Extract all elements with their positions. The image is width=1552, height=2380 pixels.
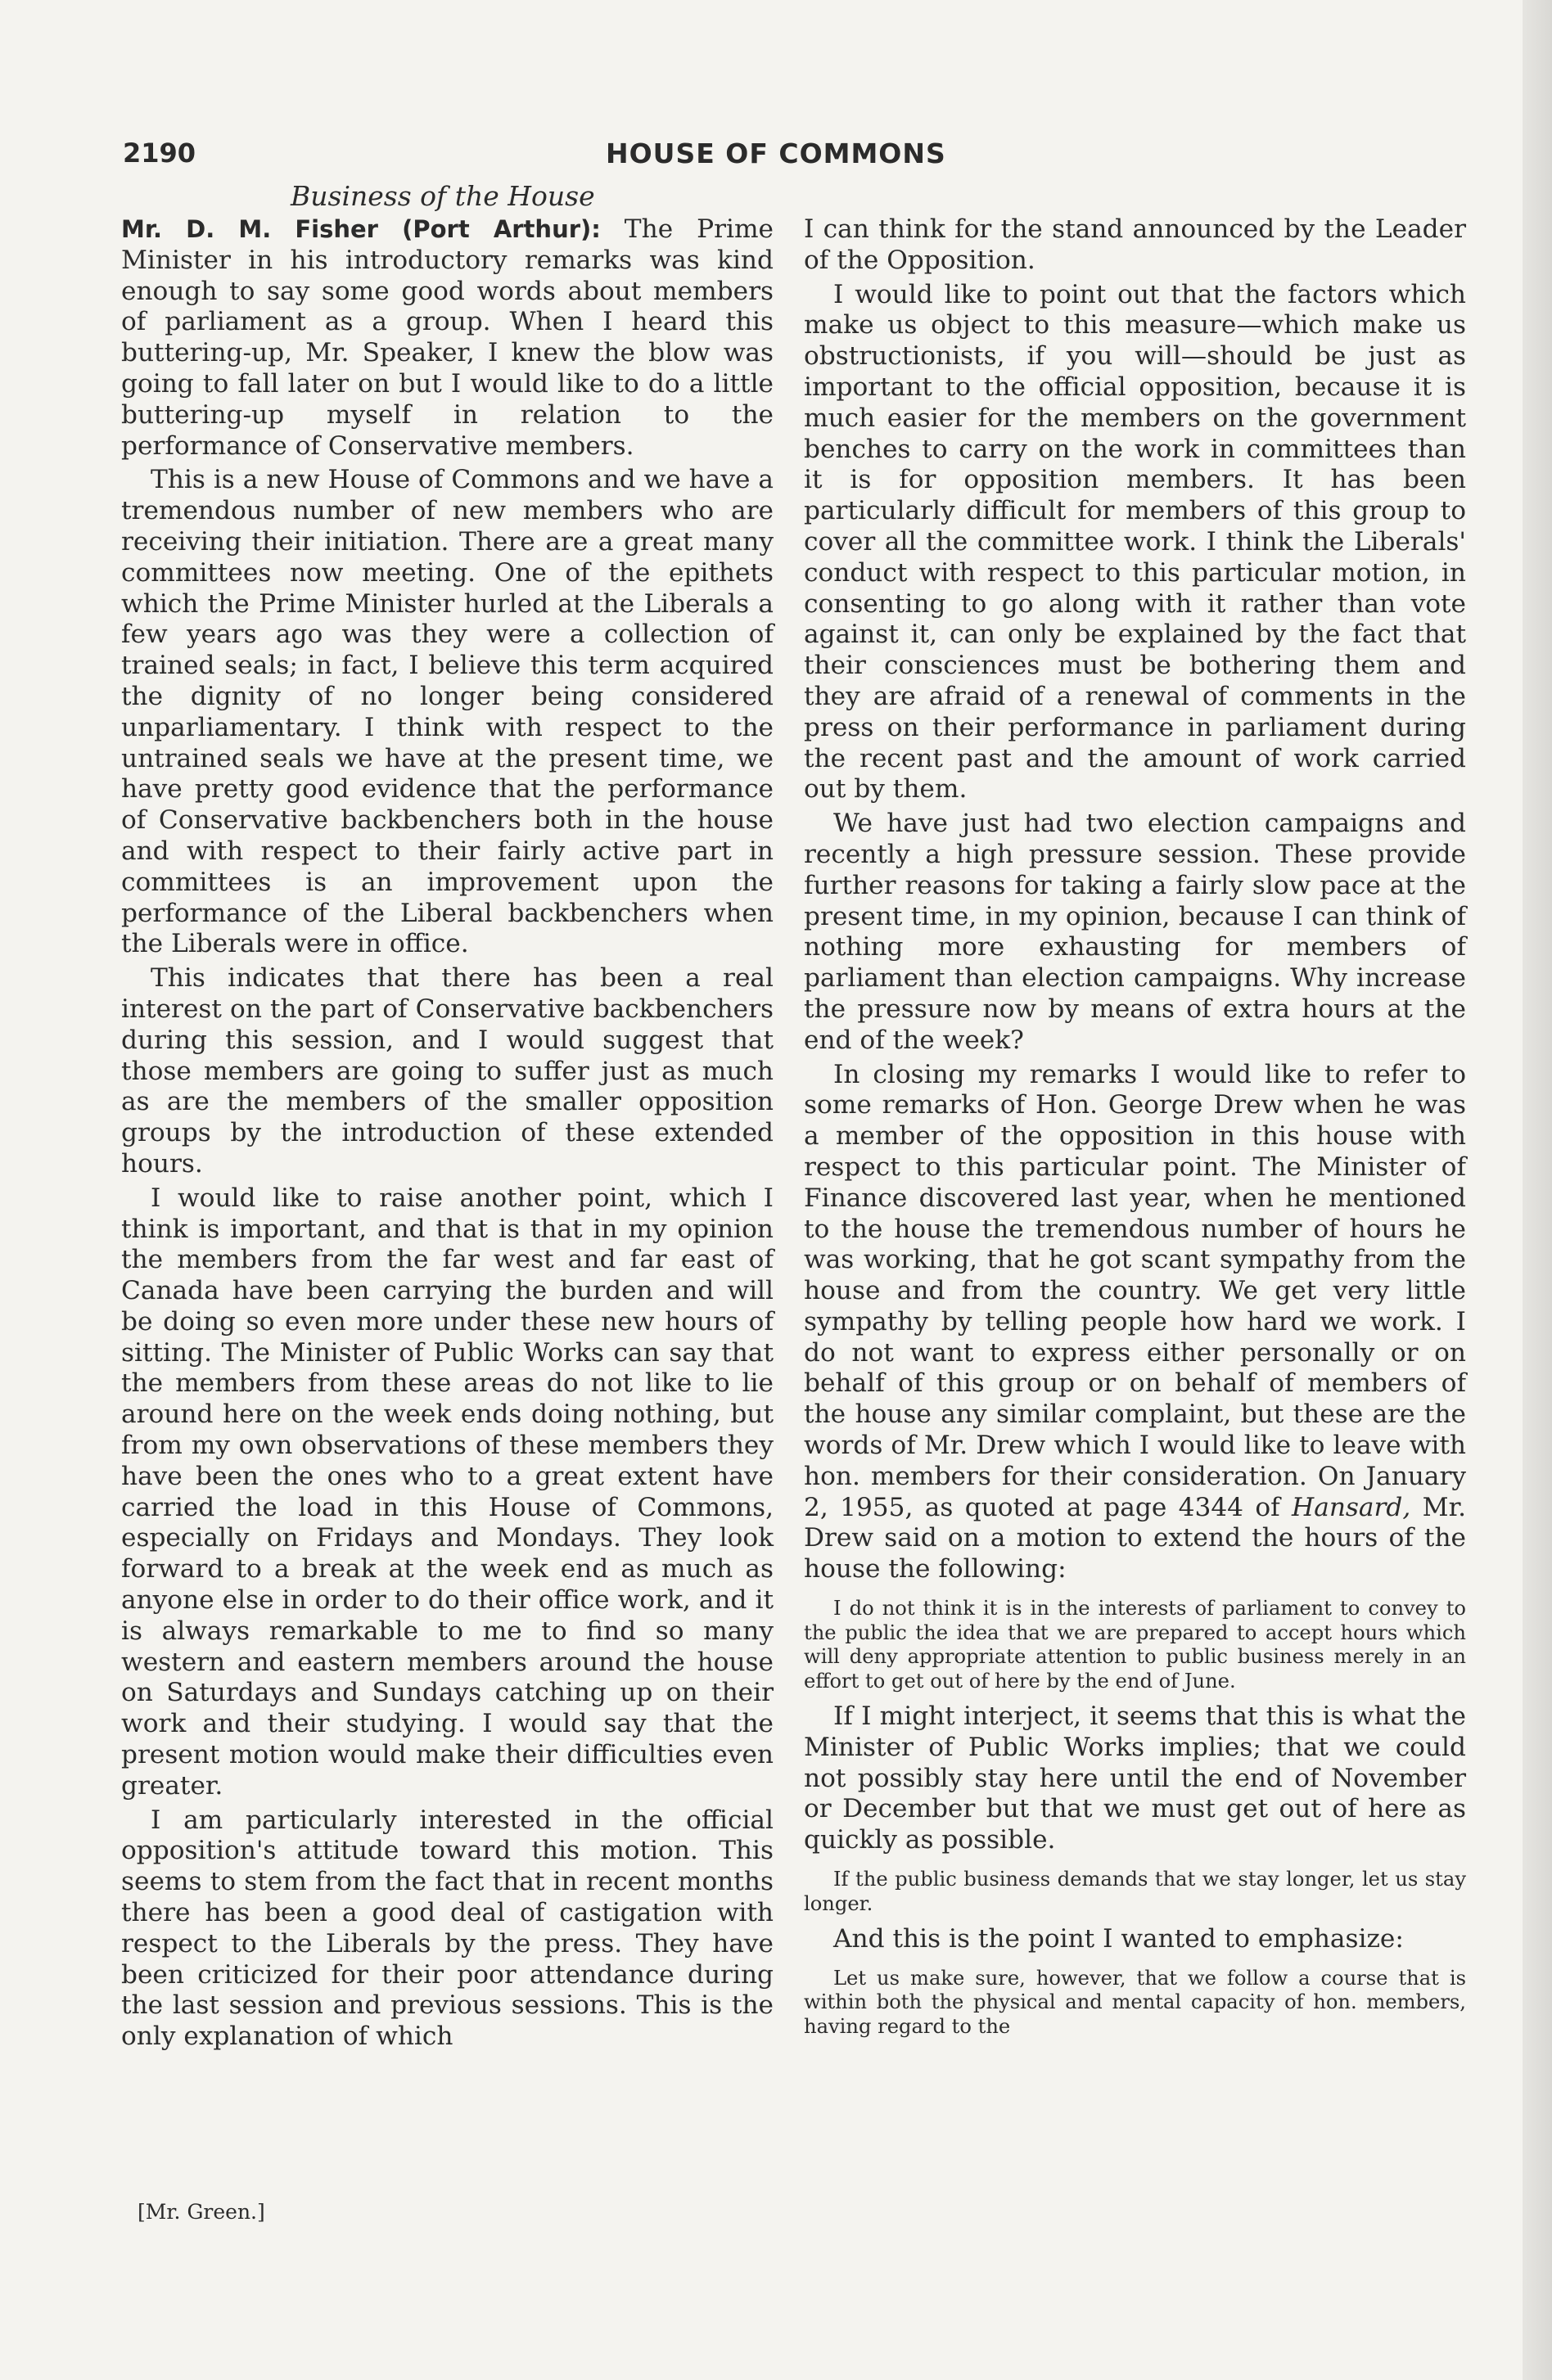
right-paragraph-1: I can think for the stand announced by the Leader of the Opposition. [804, 214, 1466, 275]
section-title: Business of the House [291, 180, 595, 212]
right-paragraph-4-text-b: Mr. Drew said on a motion to extend the hours of the house the following: [804, 1492, 1466, 1584]
right-paragraph-4-text-a: In closing my remarks I would like to refer to some remarks of Hon. George Drew when he was a member of the opposition in this house with respect to this particular point. The Minister of Finance discovered last year, when he mentioned to the house the tremendous number of hours he was working, that he got scant sympathy from the house and from the country. We get very little sympathy by telling people how hard we work. I do not want to express either personally or on behalf of this group or on behalf of members of the house any similar complaint, but these are the words of Mr. Drew which I would like to leave with hon. members for their consideration. On January 2, 1955, as quoted at page 4344 of [804, 1059, 1466, 1522]
footer-speaker-note: [Mr. Green.] [138, 2200, 265, 2224]
page-edge [1523, 0, 1552, 2380]
speaker-name: Mr. D. M. Fisher (Port Arthur): [121, 215, 601, 243]
right-paragraph-2: I would like to point out that the factors which make us object to this measure—which make us obstructionists, if you will—should be just as important to the official opposition, because it is much easier for the members on the government benches to carry on the work in committees than it is for opposition members. It has been particularly difficult for members of this group to cover all the committee work. I think the Liberals' conduct with respect to this particular motion, in consenting to go along with it rather than vote against it, can only be explained by the fact that their consciences must be bothering them and they are afraid of a renewal of comments in the press on their performance in parliament during the recent past and the amount of work carried out by them. [804, 279, 1466, 805]
block-quote-1: I do not think it is in the interests of parliament to convey to the public the idea that we are prepared to accept hours which will deny appropriate attention to public business merely in an effort to get out of here by the end of June. [804, 1597, 1466, 1693]
right-column [804, 214, 1466, 2047]
hansard-citation: Hansard, [1292, 1492, 1411, 1522]
right-paragraph-4 [804, 1060, 1466, 1586]
left-paragraph-1-text: The Prime Minister in his introductory remarks was kind enough to say some good words about members of parliament as a group. When I heard this buttering-up, Mr. Speaker, I knew the blow was going to fall later on but I would like to do a little buttering-up myself in relation to the performance of Conservative members. [121, 214, 774, 461]
block-quote-2: If the public business demands that we stay longer, let us stay longer. [804, 1868, 1466, 1915]
left-paragraph-5: I am particularly interested in the official opposition's attitude toward this motion. This seems to stem from the fact that in recent months there has been a good deal of castigation with respect to the Liberals by the press. They have been criticized for their poor attendance during the last session and previous sessions. This is the only explanation of which [121, 1805, 774, 2052]
left-column [121, 214, 774, 2053]
block-quote-3: Let us make sure, however, that we follow a course that is within both the physical and mental capacity of hon. members, having regard to the [804, 1966, 1466, 2038]
left-paragraph-4: I would like to raise another point, which I think is important, and that is that in my opinion the members from the far west and far east of Canada have been carrying the burden and will be doing so even more under these new hours of sitting. The Minister of Public Works can say that the members from these areas do not like to lie around here on the week ends doing nothing, but from my own observations of these members they have been the ones who to a great extent have carried the load in this House of Commons, especially on Fridays and Mondays. They look forward to a break at the week end as much as anyone else in order to do their office work, and it is always remarkable to me to find so many western and eastern members around the house on Saturdays and Sundays catching up on their work and their studying. I would say that the present motion would make their difficulties even greater. [121, 1183, 774, 1801]
right-paragraph-5: If I might interject, it seems that this is what the Minister of Public Works implies; that we could not possibly stay here until the end of November or December but that we must get out of here as quickly as possible. [804, 1702, 1466, 1855]
page-number: 2190 [123, 137, 196, 169]
right-paragraph-6: And this is the point I wanted to emphasize: [833, 1924, 1404, 1954]
right-paragraph-3: We have just had two election campaigns and recently a high pressure session. These provide further reasons for taking a fairly slow pace at the present time, in my opinion, because I can think of nothing more exhausting for members of parliament than election campaigns. Why increase the pressure now by means of extra hours at the end of the week? [804, 809, 1466, 1055]
left-paragraph-3: This indicates that there has been a real interest on the part of Conservative backbenchers during this session, and I would suggest that those members are going to suffer just as much as are the members of the smaller opposition groups by the introduction of these extended hours. [121, 963, 774, 1179]
left-paragraph-2: This is a new House of Commons and we have a tremendous number of new members who are receiving their initiation. There are a great many committees now meeting. One of the epithets which the Prime Minister hurled at the Liberals a few years ago was they were a collection of trained seals; in fact, I believe this term acquired the dignity of no longer being considered unparliamentary. I think with respect to the untrained seals we have at the present time, we have pretty good evidence that the performance of Conservative backbenchers both in the house and with respect to their fairly active part in committees is an improvement upon the performance of the Liberal backbenchers when the Liberals were in office. [121, 465, 774, 959]
left-paragraph-1 [121, 214, 774, 462]
running-head: HOUSE OF COMMONS [606, 137, 946, 169]
